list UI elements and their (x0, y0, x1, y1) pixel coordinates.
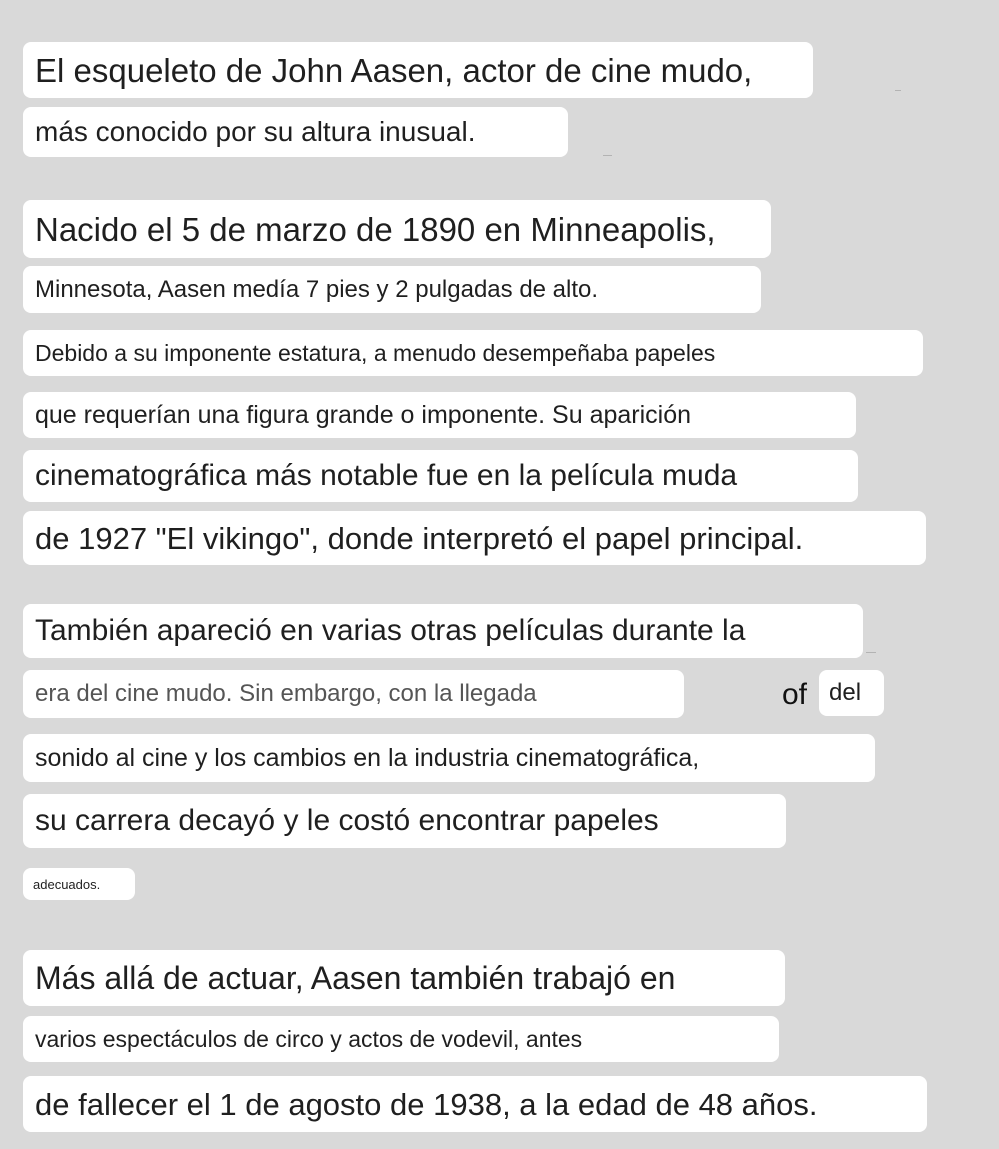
speck (866, 652, 876, 653)
text-line: del (819, 670, 884, 716)
text-line: sonido al cine y los cambios en la industria cinematográfica, (23, 734, 875, 782)
text-line: varios espectáculos de circo y actos de vodevil, antes (23, 1016, 779, 1062)
text-line: cinematográfica más notable fue en la película muda (23, 450, 858, 502)
text-line: que requerían una figura grande o imponente. Su aparición (23, 392, 856, 438)
text-line: más conocido por su altura inusual. (23, 107, 568, 157)
stray-word: of (782, 678, 808, 711)
text-line: Más allá de actuar, Aasen también trabajó en (23, 950, 785, 1006)
speck (603, 155, 612, 156)
text-line: de fallecer el 1 de agosto de 1938, a la edad de 48 años. (23, 1076, 927, 1132)
text-line: era del cine mudo. Sin embargo, con la llegada (23, 670, 684, 718)
text-line: adecuados. (23, 868, 135, 900)
text-line: Nacido el 5 de marzo de 1890 en Minneapolis, (23, 200, 771, 258)
text-line: Minnesota, Aasen medía 7 pies y 2 pulgadas de alto. (23, 266, 761, 313)
text-line: También apareció en varias otras películas durante la (23, 604, 863, 658)
speck (895, 90, 901, 91)
text-line: de 1927 "El vikingo", donde interpretó el papel principal. (23, 511, 926, 565)
text-line: su carrera decayó y le costó encontrar papeles (23, 794, 786, 848)
text-line: Debido a su imponente estatura, a menudo desempeñaba papeles (23, 330, 923, 376)
text-line: El esqueleto de John Aasen, actor de cine mudo, (23, 42, 813, 98)
